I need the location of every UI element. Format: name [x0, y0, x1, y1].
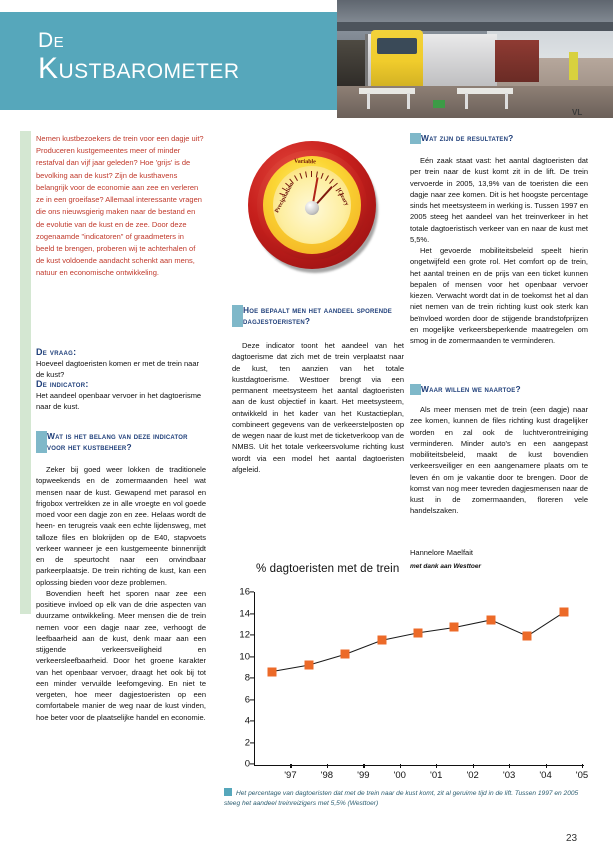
section-heading-belang-text: Wat is het belang van deze indicator voor het kustbeheer? [47, 431, 188, 453]
page-title [38, 30, 240, 84]
question-block [36, 347, 204, 381]
train-station-photo [337, 0, 613, 118]
heading-accent-bar [232, 305, 243, 327]
heading-accent-bar [410, 133, 421, 144]
chart-y-tick-mark [250, 742, 254, 743]
section-heading-hoe-text: Hoe bepaalt men het aandeel sporende dagjestoeristen? [243, 305, 393, 327]
chart-x-tick-label: '03 [502, 770, 516, 781]
page-title-line1: De [38, 29, 65, 52]
chart-plot-area [239, 586, 589, 781]
section-heading-resultaten-text: Wat zijn de resultaten? [421, 133, 514, 143]
chart-x-tick-mark [582, 764, 583, 768]
section-heading-waar [421, 384, 591, 395]
photo-worker [569, 52, 578, 80]
waar-paragraph-1: Als meer mensen met de trein (een dagje) naar zee komen, kunnen de files richting kust dragelijker worden en zal ook de luchtverontreiniging verminderen. Minder auto's en een aangepast mobiliteitsbeleid, maakt de kust bovendien verkeersveiliger en een aangenamere plaats om te leven én om je vakantie door te brengen. Door de komst van nog meer tevreden dagjesmensen naar de kust in de zomermaanden, floreren vele handelszaken. [410, 405, 588, 516]
chart-x-tick-mark [400, 764, 401, 768]
chart-line-series [254, 592, 582, 764]
section-heading-hoe [243, 305, 413, 327]
chart-y-tick-label: 4 [244, 715, 250, 727]
hoe-paragraph-1: Deze indicator toont het aandeel van het dagtoerisme dat zich met de trein verplaatst naar de kust, ten aanzien van het totale kustdagtoerisme. Westtoer brengt via een permanent meetsysteem het aantal dagtoeristen aan de kust objectief in kaart. Het meetsysteem, ontwikkeld in het kader van het Kustactieplan, combineert gegevens van de verkeerstelposten op de wegen naar de kust met de ticketverkoop van de NMBS. Uit het totale verkeersvolume richting kust wordt via een model het aantal dagtoeristen afgeleid. [232, 341, 404, 474]
chart-x-tick-label: '97 [284, 770, 297, 781]
section-heading-resultaten [421, 133, 591, 144]
chart-x-tick-label: '01 [430, 770, 443, 781]
heading-accent-bar [36, 431, 47, 453]
chart-x-tick-label: '00 [393, 770, 406, 781]
left-column-accent-stripe [20, 131, 31, 614]
barometer-hub [305, 201, 319, 215]
chart-line-path [272, 612, 564, 671]
chart-data-point [523, 632, 532, 641]
chart-data-point [304, 661, 313, 670]
photo-bench-leg [367, 93, 370, 109]
resultaten-paragraph-1: Eén zaak staat vast: het aantal dagtoeristen dat per trein naar de kust komt zit in de lift. De trein vervoerde in 2005, 13,9% van de toeristen die een dagje naar zee komen. Dit is het hoogste percentage sinds het meetsysteem in werking is. Tussen 1997 en 2005 steeg het aandeel van het treinverkeer in het totale dagtoeristisch verkeer van en naar de kust met 5,5%. [410, 156, 588, 244]
chart-caption [224, 788, 596, 808]
vl-corner-mark: VL [572, 108, 583, 117]
chart-x-tick-mark [327, 764, 328, 768]
chart-x-tick-mark [473, 764, 474, 768]
barometer-label-precipitation: Precipitation [274, 181, 296, 215]
barometer-illustration [242, 133, 387, 288]
page-title-line2: Kustbarometer [38, 52, 240, 85]
chart-data-point [414, 628, 423, 637]
chart-x-tick-label: '99 [357, 770, 370, 781]
photo-red-carriage [495, 40, 539, 82]
chart-y-tick-mark [250, 613, 254, 614]
chart-x-tick-label: '02 [466, 770, 479, 781]
indicator-block [36, 379, 204, 413]
question-text: Hoeveel dagtoeristen komen er met de trein naar de kust? [36, 359, 200, 380]
page-header [0, 0, 613, 117]
chart-y-tick-label: 14 [239, 608, 250, 619]
section-heading-waar-text: Waar willen we naartoe? [421, 384, 521, 394]
photo-bench-leg [465, 93, 468, 109]
barometer-label-variable: Variable [293, 158, 316, 166]
barometer-label-clear: Cleary [335, 188, 350, 208]
chart-y-tick-label: 6 [244, 694, 250, 705]
chart-y-tick-label: 8 [244, 672, 250, 684]
belang-paragraph-1: Zeker bij goed weer lokken de traditionele topweekends en de zomermaanden heel wat mensen naar de kust. Gewapend met parasol en frigobox vertrekken ze in alle vroegte en vol goede moed voor een dagje zon en zee. Helaas wordt de heen- en terugreis vaak een echte lijdensweg, met talloze files en blokrijden op de E40, stapvoets verkeer wanneer je een kustgemeente binnenrijdt en de speurtocht naar een onvindbaar parkeerplaatsje. De trein richting de kust, kan een oplossing bieden voor deze problemen. [36, 465, 206, 587]
resultaten-paragraph-2: Het gevoerde mobiliteitsbeleid speelt hierin ongetwijfeld een grote rol. Het comfort op de trein, het aantal treinen en de prijs van een ticket kunnen bepalen of mensen voor het openbaar vervoer kiezen. Verwacht wordt dat in de toekomst het al dan niet nemen van de trein richting kust ook sterk kan beïnvloed worden door de stijgende brandstofprijzen en mogelijke verkeersbeperkende maatregelen om smog in de zomermaanden te verminderen. [410, 246, 588, 345]
page-number: 23 [566, 833, 578, 844]
question-label: De vraag: [36, 347, 77, 357]
chart-y-tick-label: 12 [239, 629, 250, 641]
chart-x-tick-mark [546, 764, 547, 768]
caption-swatch-icon [224, 788, 232, 796]
photo-bench-leg [505, 93, 508, 109]
author-name: Hannelore Maelfait [410, 548, 473, 557]
chart-y-tick-label: 16 [239, 586, 250, 598]
chart-data-point [486, 615, 495, 624]
section-body-hoe [232, 340, 404, 475]
chart-x-tick-mark [363, 764, 364, 768]
section-heading-belang [47, 431, 207, 453]
chart-y-tick-mark [250, 591, 254, 592]
chart-title: % dagtoeristen met de trein [256, 563, 400, 575]
chart-data-point [450, 623, 459, 632]
chart-y-tick-label: 2 [244, 737, 250, 748]
photo-train-window [377, 38, 417, 54]
chart-data-point [341, 650, 350, 659]
chart-y-tick-mark [250, 720, 254, 721]
chart-caption-text: Het percentage van dagtoeristen dat met de trein naar de kust komt, zit al geruime tijd in de lift. Tussen 1997 en 2005 steeg het aandeel treinreizigers met 5,5% (Westtoer) [224, 790, 579, 807]
chart-y-tick-mark [250, 656, 254, 657]
chart-data-point [268, 667, 277, 676]
heading-accent-bar [410, 384, 421, 395]
indicator-label: De indicator: [36, 379, 89, 389]
chart-y-tick-label: 0 [244, 758, 250, 770]
section-body-belang [36, 464, 206, 723]
chart-x-tick-label: '05 [575, 770, 589, 781]
indicator-text: Het aandeel openbaar vervoer in het dagtoerisme naar de kust. [36, 391, 202, 412]
chart-x-tick-label: '98 [320, 770, 334, 781]
photo-green-object [433, 100, 445, 108]
chart-x-axis [254, 765, 584, 766]
intro-paragraph: Nemen kustbezoekers de trein voor een dagje uit? Produceren kustgemeentes meer of minder restafval dan vijf jaar geleden? Hoe 'grijs' is de bevolking aan de kust? Zijn de kusthavens belangrijk voor de economie aan zee en verleren ze in een groeifase? Allemaal interessante vragen die ons nieuwsgierig maken naar de bestand en de evolutie van de kust en de zee. Door deze zogenaamde "indicatoren" of graadmeters in beeld te brengen, proberen wij te achterhalen of de kust voldoende aandacht schenkt aan mens, natuur en economische ontwikkeling. [36, 134, 204, 278]
section-body-waar [410, 404, 588, 517]
chart-x-tick-mark [290, 764, 291, 768]
chart-data-point [377, 636, 386, 645]
chart-y-tick-label: 10 [239, 651, 250, 662]
chart [224, 563, 596, 795]
chart-x-tick-label: '04 [539, 770, 552, 781]
author-credit: met dank aan Westtoer [410, 563, 482, 570]
photo-bench-leg [407, 93, 410, 109]
chart-x-tick-mark [436, 764, 437, 768]
chart-data-point [559, 608, 568, 617]
chart-y-tick-mark [250, 634, 254, 635]
belang-paragraph-2: Bovendien heeft het sporen naar zee een positieve invloed op elk van de drie aspecten van duurzame ontwikkeling. Meer mensen die de trein nemen voor een dagje naar zee, verhoogt de leefbaarheid aan de kust, denk maar aan een stijgende verkeersveiligheid en verkeersleefbaarheid. Door het groene karakter van het openbaar vervoer, draagt het ook bij tot een minder vervuilde leefomgeving. En niet te vergeten, hoe meer dagjestoeristen op een comfortabele manier de weg naar de kust vinden, hoe beter voor de plaatselijke handel en economie. [36, 588, 206, 722]
chart-y-tick-mark [250, 699, 254, 700]
chart-y-tick-mark [250, 677, 254, 678]
chart-x-tick-mark [509, 764, 510, 768]
chart-y-tick-mark [250, 763, 254, 764]
section-body-resultaten [410, 155, 588, 346]
